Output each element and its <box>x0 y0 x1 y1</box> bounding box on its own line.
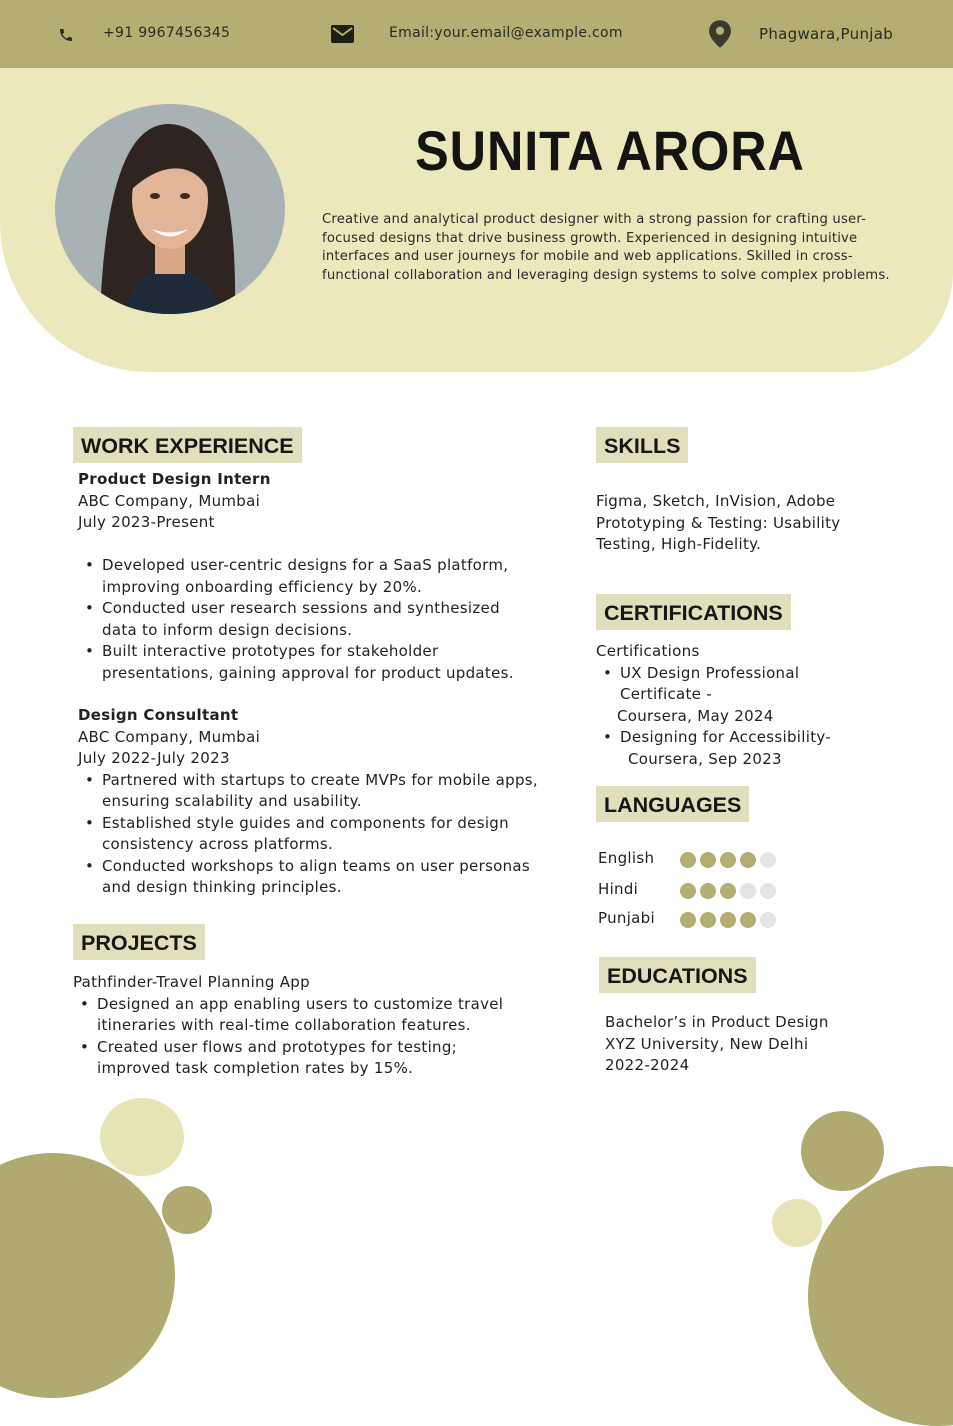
level-dot-empty <box>760 852 776 868</box>
language-row-hindi <box>598 880 798 900</box>
languages-heading: LANGUAGES <box>596 786 749 822</box>
job-dates: July 2022-July 2023 <box>78 749 230 767</box>
language-name: Hindi <box>598 880 639 898</box>
candidate-name: SUNITA ARORA <box>415 119 805 182</box>
profile-photo <box>55 104 285 314</box>
certification-item <box>617 663 876 728</box>
job-title: Product Design Intern <box>78 470 271 488</box>
level-dot-empty <box>760 912 776 928</box>
job-bullet: • Partnered with startups to create MVPs for mobile apps, ensuring scalability and usability. <box>102 770 538 813</box>
language-name: Punjabi <box>598 909 655 927</box>
email-address: Email:your.email@example.com <box>389 25 623 41</box>
education-heading: EDUCATIONS <box>599 957 756 993</box>
level-dot-filled <box>700 912 716 928</box>
education-entry <box>605 1012 885 1077</box>
level-dot-filled <box>740 852 756 868</box>
education-school: XYZ University, New Delhi <box>605 1034 809 1053</box>
location: Phagwara,Punjab <box>759 25 894 43</box>
certification-issuer: Coursera, May 2024 <box>617 706 774 725</box>
level-dot-filled <box>720 912 736 928</box>
language-level-dots <box>680 912 776 928</box>
skills-text: Figma, Sketch, InVision, Adobe Prototyping & Testing: Usability Testing, High-Fidelity. <box>596 492 841 553</box>
decorative-circle <box>162 1186 212 1234</box>
job-bullet: • Developed user-centric designs for a SaaS platform, improving onboarding efficiency by 20%. <box>102 555 538 598</box>
decorative-circle <box>772 1199 822 1247</box>
language-level-dots <box>680 883 776 899</box>
certification-name-cont: Certificate - <box>620 685 712 703</box>
projects-heading: PROJECTS <box>73 924 205 960</box>
skills-heading: SKILLS <box>596 427 688 463</box>
level-dot-filled <box>720 852 736 868</box>
level-dot-filled <box>740 912 756 928</box>
education-degree: Bachelor’s in Product Design <box>605 1013 829 1031</box>
job-company: ABC Company, Mumbai <box>78 727 261 746</box>
level-dot-empty <box>740 883 756 899</box>
certification-name: • UX Design Professional <box>620 663 800 682</box>
certifications-heading: CERTIFICATIONS <box>596 594 791 630</box>
mail-icon <box>331 25 354 47</box>
language-level-dots <box>680 852 776 868</box>
language-name: English <box>598 849 655 867</box>
decorative-circle <box>801 1111 884 1191</box>
certifications-intro: Certifications <box>596 642 700 660</box>
work-experience-heading: WORK EXPERIENCE <box>73 427 302 463</box>
location-pin-icon <box>709 20 731 52</box>
certification-name: • Designing for Accessibility- <box>620 728 831 746</box>
level-dot-filled <box>680 883 696 899</box>
job-company: ABC Company, Mumbai <box>78 491 261 510</box>
job-bullet: • Established style guides and components for design consistency across platforms. <box>102 813 538 856</box>
job-bullet: • Conducted user research sessions and synthesized data to inform design decisions. <box>102 598 538 641</box>
level-dot-filled <box>680 852 696 868</box>
language-row-english <box>598 849 798 869</box>
job-dates: July 2023-Present <box>78 513 215 531</box>
certification-item <box>620 727 876 770</box>
certification-issuer: Coursera, Sep 2023 <box>628 749 782 768</box>
job-bullet: • Built interactive prototypes for stakeholder presentations, gaining approval for product updates. <box>102 641 538 684</box>
phone-number: +91 9967456345 <box>103 25 231 41</box>
decorative-circle <box>0 1153 175 1398</box>
level-dot-filled <box>720 883 736 899</box>
level-dot-filled <box>700 852 716 868</box>
education-years: 2022-2024 <box>605 1056 690 1074</box>
project-bullet: • Created user flows and prototypes for testing; improved task completion rates by 15%. <box>97 1037 533 1080</box>
level-dot-filled <box>700 883 716 899</box>
phone-icon <box>58 27 74 47</box>
project-1 <box>73 972 533 1080</box>
decorative-circle <box>808 1166 953 1426</box>
job-2 <box>78 705 538 899</box>
project-bullet: • Designed an app enabling users to customize travel itineraries with real-time collaboration features. <box>97 994 533 1037</box>
project-name: Pathfinder-Travel Planning App <box>73 973 310 991</box>
language-row-punjabi <box>598 909 798 929</box>
job-1 <box>78 469 538 684</box>
certifications-list <box>596 641 876 770</box>
profile-summary: Creative and analytical product designer with a strong passion for crafting user-focused designs that drive business growth. Experienced in designing intuitive interfaces and user journeys for mobile and web applications. Skilled in cross-functional collaboration and leveraging design systems to solve complex problems. <box>322 212 890 283</box>
decorative-circle <box>100 1098 184 1176</box>
level-dot-empty <box>760 883 776 899</box>
job-title: Design Consultant <box>78 706 239 724</box>
job-bullet: • Conducted workshops to align teams on user personas and design thinking principles. <box>102 856 538 899</box>
level-dot-filled <box>680 912 696 928</box>
